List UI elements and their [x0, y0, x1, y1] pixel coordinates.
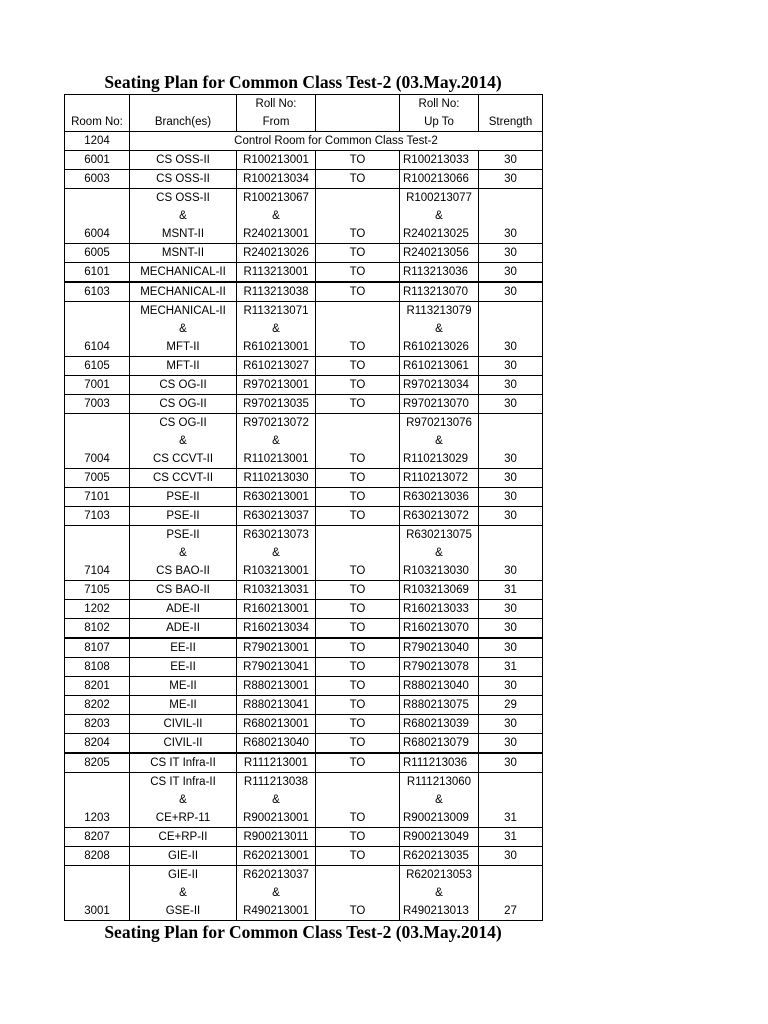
roll-from-cell: R790213041 — [237, 658, 316, 677]
room-cell: 7001 — [65, 376, 130, 395]
room-cell: 8207 — [65, 828, 130, 847]
roll-to-cell: R620213035 — [400, 847, 479, 866]
header-branches: Branch(es) — [130, 113, 237, 132]
room-cell: 6004 — [65, 225, 130, 244]
branch-cell: ME-II — [130, 696, 237, 715]
branch-cell: EE-II — [130, 638, 237, 658]
strength-cell: 30 — [479, 244, 543, 263]
branch-cell: PSE-II — [130, 507, 237, 526]
roll-to-cell: R880213040 — [400, 677, 479, 696]
roll-to-cell: R680213079 — [400, 734, 479, 754]
roll-to-and: & — [400, 320, 479, 338]
roll-to-and: & — [400, 791, 479, 809]
strength-cell: 30 — [479, 151, 543, 170]
to-cell: TO — [316, 828, 400, 847]
table-row — [65, 170, 543, 189]
table-row — [65, 263, 543, 283]
seating-plan-body — [65, 95, 543, 921]
roll-to-cell: R970213070 — [400, 395, 479, 414]
branch-cell: CS OSS-II — [130, 170, 237, 189]
table-row — [65, 866, 543, 885]
strength-cell: 31 — [479, 809, 543, 828]
roll-from-cell: R100213067 — [237, 189, 316, 208]
control-room-row — [65, 132, 543, 151]
roll-from-and: & — [237, 544, 316, 562]
branch-cell: PSE-II — [130, 488, 237, 507]
strength-cell: 27 — [479, 902, 543, 921]
roll-from-cell: R103213001 — [237, 562, 316, 581]
branch-cell: CS OG-II — [130, 376, 237, 395]
table-row — [65, 809, 543, 828]
strength-cell: 30 — [479, 376, 543, 395]
to-cell: TO — [316, 638, 400, 658]
to-cell: TO — [316, 847, 400, 866]
control-room-text: Control Room for Common Class Test-2 — [130, 132, 543, 151]
strength-cell: 30 — [479, 225, 543, 244]
room-cell: 7004 — [65, 450, 130, 469]
roll-from-cell: R630213037 — [237, 507, 316, 526]
page-title-footer: Seating Plan for Common Class Test-2 (03.May.2014) — [104, 922, 502, 942]
strength-cell: 30 — [479, 753, 543, 773]
to-cell: TO — [316, 809, 400, 828]
roll-from-cell: R900213011 — [237, 828, 316, 847]
to-cell: TO — [316, 734, 400, 754]
branch-cell: CS CCVT-II — [130, 469, 237, 488]
table-row — [65, 338, 543, 357]
table-row — [65, 600, 543, 619]
room-cell: 6104 — [65, 338, 130, 357]
branch-and: & — [130, 544, 237, 562]
roll-from-cell: R100213001 — [237, 151, 316, 170]
roll-from-cell: R790213001 — [237, 638, 316, 658]
roll-from-cell: R113213001 — [237, 263, 316, 283]
roll-from-cell: R240213001 — [237, 225, 316, 244]
roll-to-cell: R970213076 — [400, 414, 479, 433]
roll-to-cell: R103213069 — [400, 581, 479, 600]
table-row — [65, 244, 543, 263]
table-row — [65, 320, 543, 338]
table-row — [65, 677, 543, 696]
roll-from-cell: R630213073 — [237, 526, 316, 545]
header-row-1 — [65, 95, 543, 114]
table-row — [65, 450, 543, 469]
branch-cell: CS CCVT-II — [130, 450, 237, 469]
roll-from-and: & — [237, 791, 316, 809]
room-cell: 7104 — [65, 562, 130, 581]
seating-plan-table — [64, 94, 543, 921]
roll-from-cell: R970213035 — [237, 395, 316, 414]
room-cell: 8108 — [65, 658, 130, 677]
roll-from-cell: R610213027 — [237, 357, 316, 376]
room-cell: 8205 — [65, 753, 130, 773]
strength-cell: 30 — [479, 847, 543, 866]
table-row — [65, 357, 543, 376]
roll-from-cell: R620213001 — [237, 847, 316, 866]
room-cell: 1202 — [65, 600, 130, 619]
branch-cell: GSE-II — [130, 902, 237, 921]
strength-cell: 30 — [479, 338, 543, 357]
table-row — [65, 151, 543, 170]
table-row — [65, 189, 543, 208]
room-cell: 6105 — [65, 357, 130, 376]
to-cell: TO — [316, 581, 400, 600]
to-cell: TO — [316, 600, 400, 619]
header-room-no: Room No: — [65, 113, 130, 132]
room-cell: 1203 — [65, 809, 130, 828]
room-cell: 6003 — [65, 170, 130, 189]
header-strength: Strength — [479, 113, 543, 132]
roll-to-cell: R900213009 — [400, 809, 479, 828]
roll-from-and: & — [237, 320, 316, 338]
branch-cell: CS OSS-II — [130, 189, 237, 208]
table-row — [65, 847, 543, 866]
table-row — [65, 638, 543, 658]
roll-to-and: & — [400, 432, 479, 450]
roll-to-and: & — [400, 884, 479, 902]
roll-from-cell: R110213001 — [237, 450, 316, 469]
branch-cell: CS BAO-II — [130, 581, 237, 600]
roll-from-cell: R880213001 — [237, 677, 316, 696]
roll-to-cell: R100213077 — [400, 189, 479, 208]
branch-cell: CS OG-II — [130, 395, 237, 414]
table-row — [65, 619, 543, 639]
to-cell: TO — [316, 263, 400, 283]
table-row — [65, 753, 543, 773]
strength-cell: 30 — [479, 507, 543, 526]
table-row — [65, 734, 543, 754]
branch-cell: PSE-II — [130, 526, 237, 545]
roll-from-cell: R160213001 — [237, 600, 316, 619]
roll-from-and: & — [237, 432, 316, 450]
branch-cell: MSNT-II — [130, 244, 237, 263]
roll-from-cell: R610213001 — [237, 338, 316, 357]
roll-from-cell: R100213034 — [237, 170, 316, 189]
branch-cell: CS BAO-II — [130, 562, 237, 581]
strength-cell: 29 — [479, 696, 543, 715]
roll-to-cell: R630213036 — [400, 488, 479, 507]
to-cell: TO — [316, 488, 400, 507]
branch-cell: ME-II — [130, 677, 237, 696]
table-row — [65, 658, 543, 677]
table-row — [65, 225, 543, 244]
strength-cell: 30 — [479, 170, 543, 189]
table-row — [65, 414, 543, 433]
branch-cell: GIE-II — [130, 866, 237, 885]
table-row — [65, 581, 543, 600]
branch-cell: ADE-II — [130, 619, 237, 639]
roll-to-cell: R900213049 — [400, 828, 479, 847]
branch-cell: CE+RP-11 — [130, 809, 237, 828]
strength-cell: 30 — [479, 638, 543, 658]
table-row — [65, 526, 543, 545]
roll-from-and: & — [237, 884, 316, 902]
branch-and: & — [130, 432, 237, 450]
branch-cell: MSNT-II — [130, 225, 237, 244]
to-cell: TO — [316, 753, 400, 773]
roll-to-cell: R240213025 — [400, 225, 479, 244]
roll-from-and: & — [237, 207, 316, 225]
roll-from-cell: R630213001 — [237, 488, 316, 507]
to-cell: TO — [316, 450, 400, 469]
roll-from-cell: R680213040 — [237, 734, 316, 754]
roll-from-cell: R111213038 — [237, 773, 316, 792]
strength-cell: 30 — [479, 263, 543, 283]
room-cell: 8202 — [65, 696, 130, 715]
roll-to-cell: R630213075 — [400, 526, 479, 545]
branch-and: & — [130, 791, 237, 809]
table-row — [65, 488, 543, 507]
strength-cell: 30 — [479, 357, 543, 376]
room-cell: 8208 — [65, 847, 130, 866]
roll-to-cell: R880213075 — [400, 696, 479, 715]
roll-to-cell: R970213034 — [400, 376, 479, 395]
strength-cell: 30 — [479, 469, 543, 488]
roll-from-cell: R103213031 — [237, 581, 316, 600]
roll-to-and: & — [400, 207, 479, 225]
table-row — [65, 773, 543, 792]
to-cell: TO — [316, 225, 400, 244]
to-cell: TO — [316, 376, 400, 395]
roll-to-cell: R790213078 — [400, 658, 479, 677]
room-cell: 8102 — [65, 619, 130, 639]
branch-cell: MFT-II — [130, 338, 237, 357]
roll-to-cell: R113213079 — [400, 302, 479, 321]
roll-to-cell: R160213033 — [400, 600, 479, 619]
table-row — [65, 902, 543, 921]
strength-cell: 30 — [479, 677, 543, 696]
to-cell: TO — [316, 151, 400, 170]
to-cell: TO — [316, 902, 400, 921]
strength-cell: 30 — [479, 395, 543, 414]
branch-and: & — [130, 884, 237, 902]
roll-to-cell: R790213040 — [400, 638, 479, 658]
roll-from-cell: R113213038 — [237, 282, 316, 302]
strength-cell: 30 — [479, 619, 543, 639]
roll-from-cell: R490213001 — [237, 902, 316, 921]
to-cell: TO — [316, 244, 400, 263]
branch-cell: ADE-II — [130, 600, 237, 619]
strength-cell: 30 — [479, 734, 543, 754]
table-row — [65, 562, 543, 581]
room-cell: 7105 — [65, 581, 130, 600]
table-row — [65, 395, 543, 414]
room-cell: 8203 — [65, 715, 130, 734]
to-cell: TO — [316, 658, 400, 677]
strength-cell: 30 — [479, 562, 543, 581]
header-row-2 — [65, 113, 543, 132]
room-cell: 6101 — [65, 263, 130, 283]
branch-cell: MFT-II — [130, 357, 237, 376]
table-row — [65, 696, 543, 715]
strength-cell: 30 — [479, 450, 543, 469]
header-from: From — [237, 113, 316, 132]
branch-cell: CS IT Infra-II — [130, 753, 237, 773]
strength-cell: 30 — [479, 282, 543, 302]
branch-cell: EE-II — [130, 658, 237, 677]
branch-cell: CS OG-II — [130, 414, 237, 433]
roll-from-cell: R620213037 — [237, 866, 316, 885]
roll-from-cell: R970213072 — [237, 414, 316, 433]
header-roll-no-from: Roll No: — [237, 95, 316, 114]
room-cell: 7003 — [65, 395, 130, 414]
strength-cell: 30 — [479, 488, 543, 507]
roll-to-cell: R100213066 — [400, 170, 479, 189]
strength-cell: 30 — [479, 600, 543, 619]
room-cell: 7101 — [65, 488, 130, 507]
room-cell: 6001 — [65, 151, 130, 170]
to-cell: TO — [316, 395, 400, 414]
branch-cell: CIVIL-II — [130, 715, 237, 734]
roll-from-cell: R970213001 — [237, 376, 316, 395]
roll-from-cell: R240213026 — [237, 244, 316, 263]
roll-to-cell: R100213033 — [400, 151, 479, 170]
table-row — [65, 376, 543, 395]
table-row — [65, 282, 543, 302]
strength-cell: 31 — [479, 581, 543, 600]
to-cell: TO — [316, 507, 400, 526]
roll-from-cell: R880213041 — [237, 696, 316, 715]
branch-cell: CIVIL-II — [130, 734, 237, 754]
roll-to-cell: R113213070 — [400, 282, 479, 302]
room-cell: 8204 — [65, 734, 130, 754]
roll-from-cell: R111213001 — [237, 753, 316, 773]
table-row — [65, 507, 543, 526]
to-cell: TO — [316, 170, 400, 189]
roll-from-cell: R113213071 — [237, 302, 316, 321]
roll-from-cell: R680213001 — [237, 715, 316, 734]
to-cell: TO — [316, 469, 400, 488]
branch-cell: CS IT Infra-II — [130, 773, 237, 792]
roll-to-cell: R110213072 — [400, 469, 479, 488]
room-cell: 8107 — [65, 638, 130, 658]
roll-to-cell: R620213053 — [400, 866, 479, 885]
header-roll-no-upto: Roll No: — [400, 95, 479, 114]
to-cell: TO — [316, 677, 400, 696]
roll-to-cell: R240213056 — [400, 244, 479, 263]
to-cell: TO — [316, 282, 400, 302]
table-row — [65, 432, 543, 450]
table-row — [65, 715, 543, 734]
roll-to-cell: R160213070 — [400, 619, 479, 639]
roll-to-cell: R680213039 — [400, 715, 479, 734]
roll-to-cell: R111213060 — [400, 773, 479, 792]
to-cell: TO — [316, 338, 400, 357]
roll-to-cell: R103213030 — [400, 562, 479, 581]
table-row — [65, 469, 543, 488]
page-title: Seating Plan for Common Class Test-2 (03.May.2014) — [104, 72, 502, 92]
control-room-number: 1204 — [65, 132, 130, 151]
branch-cell: CE+RP-II — [130, 828, 237, 847]
roll-from-cell: R900213001 — [237, 809, 316, 828]
branch-and: & — [130, 207, 237, 225]
strength-cell: 31 — [479, 828, 543, 847]
branch-cell: MECHANICAL-II — [130, 302, 237, 321]
table-row — [65, 791, 543, 809]
to-cell: TO — [316, 619, 400, 639]
room-cell: 3001 — [65, 902, 130, 921]
roll-to-cell: R610213061 — [400, 357, 479, 376]
to-cell: TO — [316, 715, 400, 734]
table-row — [65, 544, 543, 562]
table-row — [65, 884, 543, 902]
header-up-to: Up To — [400, 113, 479, 132]
room-cell: 8201 — [65, 677, 130, 696]
strength-cell: 30 — [479, 715, 543, 734]
room-cell: 7005 — [65, 469, 130, 488]
table-row — [65, 828, 543, 847]
branch-and: & — [130, 320, 237, 338]
roll-to-cell: R630213072 — [400, 507, 479, 526]
roll-to-cell: R110213029 — [400, 450, 479, 469]
roll-from-cell: R160213034 — [237, 619, 316, 639]
to-cell: TO — [316, 357, 400, 376]
table-row — [65, 207, 543, 225]
branch-cell: MECHANICAL-II — [130, 282, 237, 302]
roll-to-and: & — [400, 544, 479, 562]
room-cell: 6103 — [65, 282, 130, 302]
branch-cell: CS OSS-II — [130, 151, 237, 170]
room-cell: 7103 — [65, 507, 130, 526]
branch-cell: MECHANICAL-II — [130, 263, 237, 283]
table-row — [65, 302, 543, 321]
strength-cell: 31 — [479, 658, 543, 677]
to-cell: TO — [316, 696, 400, 715]
to-cell: TO — [316, 562, 400, 581]
room-cell: 6005 — [65, 244, 130, 263]
branch-cell: GIE-II — [130, 847, 237, 866]
roll-to-cell: R113213036 — [400, 263, 479, 283]
roll-to-cell: R111213036 — [400, 753, 479, 773]
roll-from-cell: R110213030 — [237, 469, 316, 488]
roll-to-cell: R610213026 — [400, 338, 479, 357]
roll-to-cell: R490213013 — [400, 902, 479, 921]
